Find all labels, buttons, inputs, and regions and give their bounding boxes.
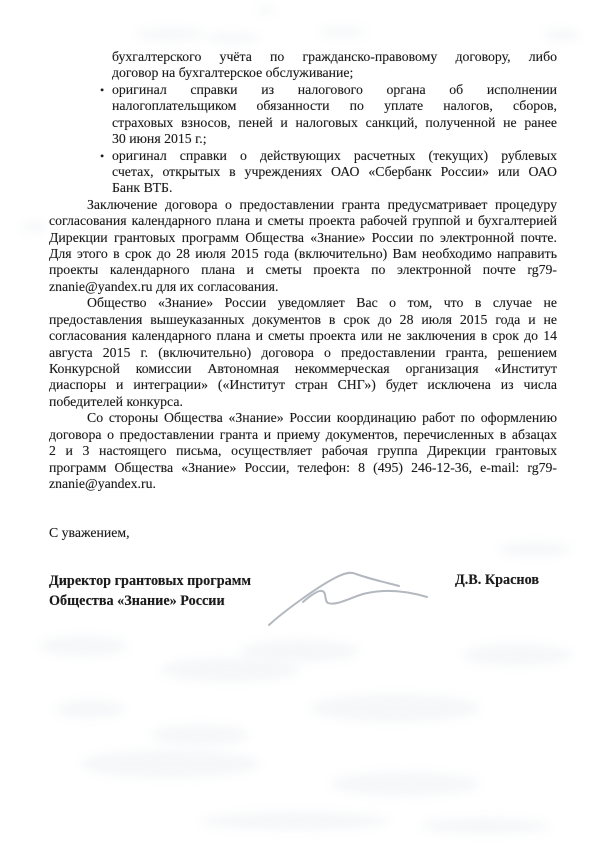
scan-smudge [462,644,572,666]
text-line: бухгалтерского учёта по гражданско-правовому договору, либо [112,49,557,64]
scan-smudge [544,29,580,41]
scan-smudge [318,27,366,37]
text-line: диаспоры и интеграции» («Институт стран СНГ») будет исключена из числа [49,377,557,393]
scan-smudge [135,28,205,40]
scan-smudge [22,222,46,232]
text-line: победителей конкурса. [49,393,183,409]
text-line: договора о предоставлении гранта и приему документов, перечисленных в абзацах [49,426,557,442]
text-line: согласования календарного плана и сметы проекта или не заключения в срок до 14 [49,328,557,344]
bullet-item-line [49,82,557,98]
text-line: Общество «Знание» России уведомляет Вас о том, что в случае не [87,295,557,311]
bullet-marker-icon: • [100,82,105,97]
signer-title [49,571,251,611]
scan-smudge [150,725,250,745]
signature-stroke [303,591,427,604]
text-line: Дирекции грантовых программ Общества «Знание» России по электронной почте. [49,229,557,245]
text-line: Для этого в срок до 28 июля 2015 года (включительно) Вам необходимо направить [49,246,557,262]
closing-salutation: С уважением, [49,525,130,540]
text-line: Заключение договора о предоставлении гранта предусматривает процедуру [87,196,557,212]
bullet-text: оригинал справки о действующих расчетных (текущих) рублевых [112,147,557,163]
bullet-item-line [49,148,557,164]
scan-smudge [420,818,550,834]
text-line: Банк ВТБ. [112,180,173,196]
signer-name: Д.В. Краснов [454,572,539,588]
text-line: znanie@yandex.ru для их согласования. [49,278,279,294]
scan-smudge [310,694,480,722]
text-line: страховых взносов, пеней и налоговых санкций, полученной не ранее [112,114,557,130]
text-line: Конкурсной комиссии Автономная некоммерческая организация «Институт [49,361,557,377]
text-line: проекты календарного плана и сметы проекта по электронной почте rg79- [49,262,557,278]
text-line: 2 и 3 настоящего письма, осуществляет рабочая группа Дирекции грантовых [49,443,557,459]
bullet-text: оригинал справки из налогового органа об исполнении [112,81,557,97]
scan-smudge [38,636,128,656]
bullet-marker-icon: • [100,148,105,163]
signer-title-line2: Общества «Знание» России [49,593,225,609]
text-line: налогоплательщиком обязанности по уплате налогов, сборов, [112,98,557,114]
scan-smudge [258,5,274,15]
scan-smudge [55,700,125,718]
scan-smudge [498,542,572,556]
scan-smudge [160,658,300,682]
scan-smudge [240,640,360,662]
text-line: договор на бухгалтерское обслуживание; [112,65,354,81]
scan-smudge [200,812,390,830]
text-line: августа 2015 г. (включительно) договора о предоставлении гранта, решением [49,344,557,360]
signature-image [258,568,438,633]
scan-smudge [80,750,260,778]
scan-smudge [330,772,480,796]
text-line: счетах, открытых в учреждениях ОАО «Сбербанк России» или ОАО [112,163,557,179]
signature-stroke [269,573,399,625]
text-line: Со стороны Общества «Знание» России координацию работ по оформлению [87,410,557,426]
text-line: предоставления вышеуказанных документов в срок до 28 июля 2015 года и не [49,311,557,327]
scan-smudge [205,33,260,43]
text-line: программ Общества «Знание» России, телефон: 8 (495) 246-12-36, e-mail: rg79- [49,459,557,475]
signer-title-line1: Директор грантовых программ [49,573,252,589]
text-line: 30 июня 2015 г.; [112,131,207,147]
letter-body [49,49,557,492]
text-line: согласования календарного плана и сметы проекта рабочей группой и бухгалтерией [49,213,557,229]
text-line: znanie@yandex.ru. [49,475,156,491]
